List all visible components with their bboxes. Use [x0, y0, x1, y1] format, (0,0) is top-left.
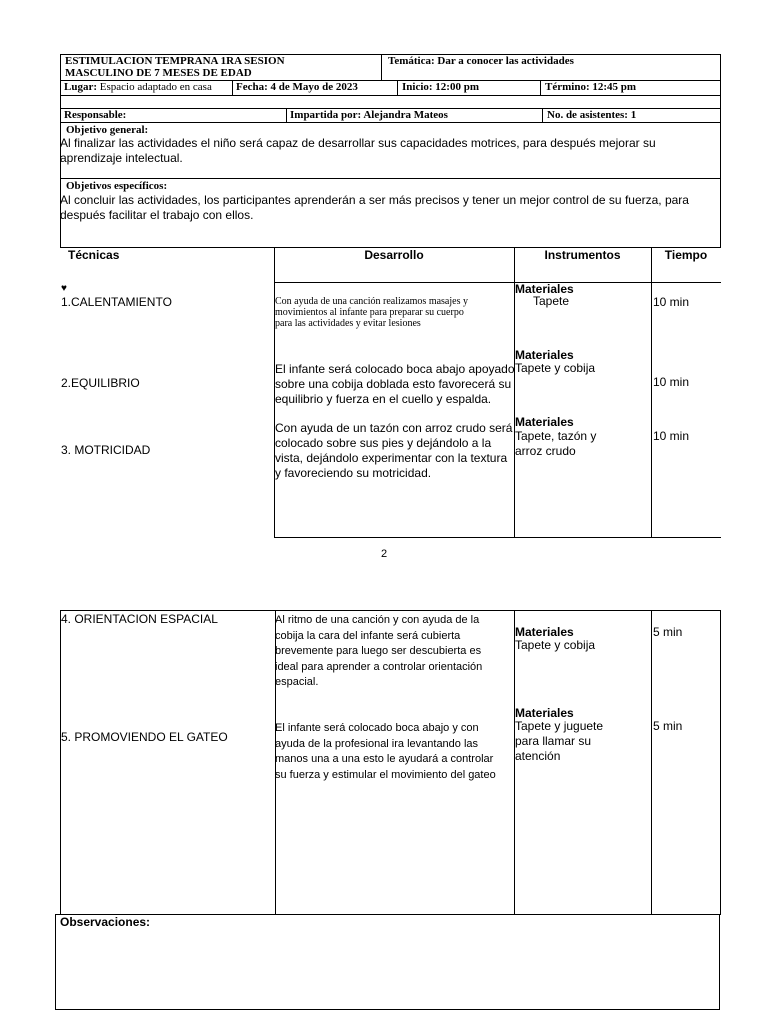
desarrollo-line: espacial.	[275, 676, 319, 688]
activity-3-tiempo: 10 min	[653, 429, 690, 443]
objetivos-especificos-text-2: después facilitar el trabajo con ellos.	[60, 208, 254, 222]
activity-4-tiempo: 5 min	[653, 625, 683, 639]
activity-1-materiales: Tapete	[533, 294, 570, 308]
objetivos-especificos-text-1: Al concluir las actividades, los participantes aprenderán a ser más precisos y tener un mejor control de su fuerza, para	[60, 193, 689, 207]
desarrollo-line: su fuerza y estimular el movimiento del gateo	[275, 768, 496, 781]
activity-4-materiales: Tapete y cobija	[515, 638, 596, 652]
lugar-label: Lugar:	[64, 81, 97, 93]
objetivo-general-text-2: aprendizaje intelectual.	[60, 151, 183, 165]
objetivo-general-label: Objetivo general:	[66, 124, 149, 136]
desarrollo-line: Al ritmo de una canción y con ayuda de la	[275, 614, 480, 626]
activity-1-tecnica: 1.CALENTAMIENTO	[61, 295, 172, 309]
tematica: Temática: Dar a conocer las actividades	[388, 55, 574, 67]
activity-2-tecnica: 2.EQUILIBRIO	[61, 376, 140, 390]
activity-5-tecnica: 5. PROMOVIENDO EL GATEO	[61, 730, 228, 744]
activity-3-materiales-label: Materiales	[515, 415, 574, 429]
column-header-tecnicas: Técnicas	[68, 248, 120, 262]
desarrollo-line: vista, dejándolo experimentar con la textura	[275, 451, 508, 465]
materiales-line: arroz crudo	[515, 444, 576, 458]
observaciones-box	[55, 914, 720, 1010]
column-header-instrumentos: Instrumentos	[544, 248, 621, 262]
desarrollo-line: colocado sobre sus pies y dejándolo a la	[275, 436, 492, 450]
activity-1-desarrollo	[275, 296, 468, 329]
desarrollo-line: para las actividades y evitar lesiones	[275, 318, 421, 329]
column-header-tiempo: Tiempo	[664, 248, 708, 262]
heart-icon: ♥	[61, 283, 67, 294]
activity-4-tecnica: 4. ORIENTACION ESPACIAL	[61, 612, 218, 626]
objetivo-general-text-1: Al finalizar las actividades el niño será capaz de desarrollar sus capacidades motrices, para después mejorar su	[60, 136, 656, 150]
activity-5-materiales	[515, 719, 603, 764]
activity-2-materiales-label: Materiales	[515, 348, 574, 362]
activity-1-tiempo: 10 min	[653, 295, 690, 309]
desarrollo-line: El infante será colocado boca abajo apoyado	[275, 362, 515, 376]
desarrollo-line: brevemente para luego ser descubierta es	[275, 645, 482, 657]
session-title: ESTIMULACION TEMPRANA 1RA SESION	[65, 55, 285, 67]
column-header-desarrollo: Desarrollo	[364, 248, 424, 262]
desarrollo-line: ayuda de la profesional ira levantando las	[275, 737, 479, 750]
activity-5-materiales-label: Materiales	[515, 706, 574, 720]
materiales-line: Tapete, tazón y	[515, 429, 597, 443]
page-number: 2	[380, 548, 388, 560]
lugar	[64, 81, 212, 94]
session-subtitle: MASCULINO DE 7 MESES DE EDAD	[65, 67, 252, 79]
desarrollo-line: Con ayuda de una canción realizamos masajes y	[275, 296, 468, 307]
impartida-por: Impartida por: Alejandra Mateos	[290, 109, 448, 121]
activity-5-desarrollo	[275, 721, 496, 783]
activity-5-tiempo: 5 min	[653, 719, 683, 733]
desarrollo-line: manos una a una esto le ayudará a controlar	[275, 753, 494, 765]
materiales-line: atención	[515, 749, 561, 763]
desarrollo-line: movimientos al infante para preparar su cuerpo	[275, 307, 464, 318]
materiales-line: para llamar su	[515, 734, 592, 748]
activity-4-desarrollo	[275, 613, 482, 691]
activity-2-tiempo: 10 min	[653, 375, 690, 389]
fecha: Fecha: 4 de Mayo de 2023	[236, 81, 358, 93]
desarrollo-line: y favoreciendo su motricidad.	[275, 466, 432, 480]
asistentes: No. de asistentes: 1	[547, 109, 637, 121]
activity-3-tecnica: 3. MOTRICIDAD	[61, 443, 151, 457]
desarrollo-line: ideal para aprender a controlar orientación	[275, 660, 483, 673]
objetivos-especificos-label: Objetivos específicos:	[66, 180, 168, 192]
desarrollo-line: Con ayuda de un tazón con arroz crudo será	[275, 421, 513, 435]
activity-2-materiales: Tapete y cobija	[515, 361, 596, 375]
materiales-line: Tapete y juguete	[515, 719, 604, 733]
activity-4-materiales-label: Materiales	[515, 625, 574, 639]
desarrollo-line: cobija la cara del infante será cubierta	[275, 629, 461, 642]
responsable: Responsable:	[64, 109, 127, 121]
termino: Término: 12:45 pm	[545, 81, 637, 93]
activity-3-materiales	[515, 429, 596, 459]
activity-3-desarrollo	[275, 421, 512, 481]
activity-2-desarrollo	[275, 362, 515, 407]
desarrollo-line: equilibrio y fuerza en el cuello y espalda.	[275, 392, 492, 406]
observaciones-label: Observaciones:	[60, 915, 151, 929]
desarrollo-line: sobre una cobija doblada esto favorecerá su	[275, 377, 512, 391]
activity-1-materiales-label: Materiales	[515, 282, 574, 296]
desarrollo-line: El infante será colocado boca abajo y con	[275, 722, 479, 734]
inicio: Inicio: 12:00 pm	[402, 81, 479, 93]
lugar-value: Espacio adaptado en casa	[99, 81, 212, 93]
